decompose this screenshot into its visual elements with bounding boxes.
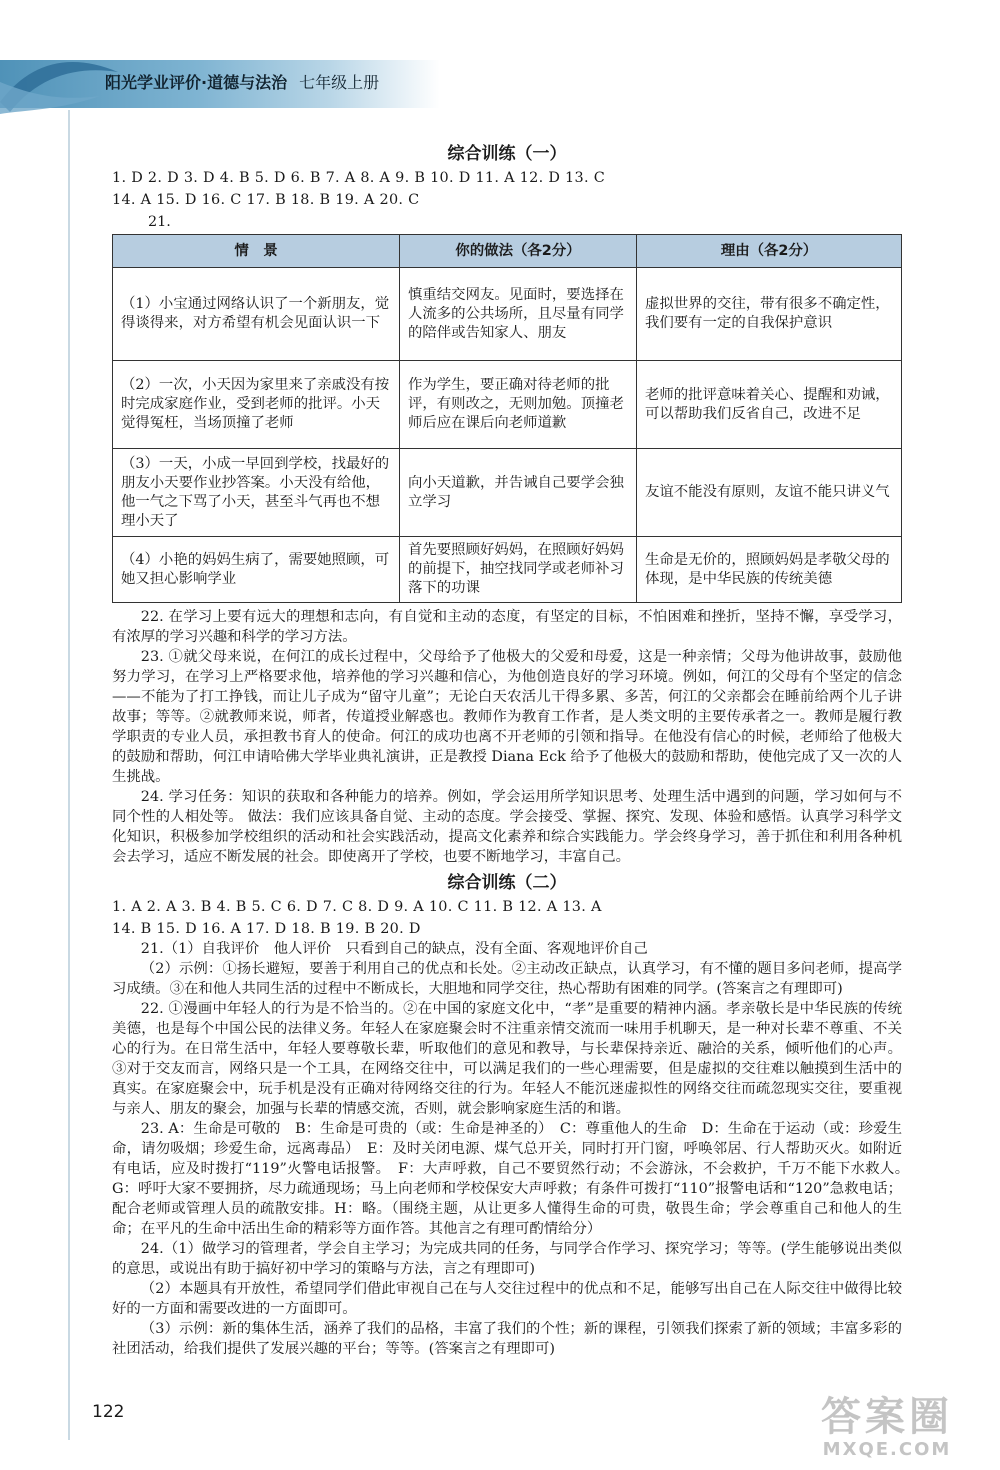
section-title-2: 综合训练（二） — [447, 873, 567, 893]
mc-answers-line: 1. D 2. D 3. D 4. B 5. D 6. B 7. A 8. A 9. B 10. D 11. A 12. D 13. C — [112, 170, 606, 186]
cell-practice: 首先要照顾好妈妈，在照顾好妈妈的前提下，抽空找同学或老师补习落下的功课 — [400, 537, 637, 603]
mc-answers-line: 14. A 15. D 16. C 17. B 18. B 19. A 20. C — [112, 192, 420, 208]
answer-23: 23. A：生命是可敬的 B：生命是可贵的（或：生命是神圣的） C：尊重他人的生命 D：生命在于运动（或：珍爱生命，请勿吸烟；珍爱生命，远离毒品） E：及时关闭电源、煤气总开关，同时打开门窗，呼唤邻居、行人帮助灭火。如附近有电话，应及时拨打“119”火警电话报警。 F：大声呼救，自己不要贸然行动；不会游泳，不会救护，千万不能下水救人。 G：呼吁大家不要拥挤，尽力疏通现场；马上向老师和学校保安大声呼救；有条件可拨打“110”报警电话和“120”急救电话；配合老师或管理人员的疏散安排。H：略。（围绕主题，从让更多人懂得生命的可贵，敬畏生命；学会尊重自己和他人的生命；在平凡的生命中活出生命的精彩等方面作答。其他言之有理可酌情给分） — [112, 1121, 917, 1237]
cell-reason: 友谊不能没有原则，友谊不能只讲义气 — [637, 449, 902, 537]
cell-scenario: （2）一次，小天因为家里来了亲戚没有按时完成家庭作业，受到老师的批评。小天觉得冤枉，当场顶撞了老师 — [113, 361, 400, 449]
cell-practice: 慎重结交网友。见面时，要选择在人流多的公共场所，且尽量有同学的陪伴或告知家人、朋友 — [400, 268, 637, 361]
cell-reason: 生命是无价的，照顾妈妈是孝敬父母的体现，是中华民族的传统美德 — [637, 537, 902, 603]
table-header-row — [113, 235, 902, 268]
cell-reason: 虚拟世界的交往，带有很多不确定性，我们要有一定的自我保护意识 — [637, 268, 902, 361]
answer-22: 22. ①漫画中年轻人的行为是不恰当的。②在中国的家庭文化中，“孝”是重要的精神内涵。孝亲敬长是中华民族的传统美德，也是每个中国公民的法律义务。年轻人在家庭聚会时不注重亲情交流而一味用手机聊天，是一种对长辈不尊重、不关心的行为。在日常生活中，年轻人要尊敬长辈，听取他们的意见和教导，与长辈保持亲近、融洽的关系，倾听他们的心声。③对于交友而言，网络只是一个工具，在网络交往中，可以满足我们的一些心理需要，但是虚拟的交往难以触摸到生活中的真实。在家庭聚会中，玩手机是没有正确对待网络交往的行为。年轻人不能沉迷虚拟性的网络交往而疏忽现实交往，要重视与亲人、朋友的聚会，加强与长辈的情感交流，否则，就会影响家庭生活的和谐。 — [112, 1001, 902, 1117]
answer-21-1: 21.（1）自我评价 他人评价 只看到自己的缺点，没有全面、客观地评价自己 — [140, 941, 648, 957]
table-row — [113, 361, 902, 449]
answer-content — [112, 140, 917, 1359]
cell-practice: 向小天道歉，并告诫自己要学会独立学习 — [400, 449, 637, 537]
mc-answers-line: 14. B 15. D 16. A 17. D 18. B 19. B 20. D — [112, 921, 421, 937]
answer-23: 23. ①就父母来说，在何江的成长过程中，父母给予了他极大的父爱和母爱，这是一种亲情；父母为他讲故事，鼓励他努力学习，在学习上严格要求他，培养他的学习兴趣和信心，为他创造良好的学习环境。例如，何江的父母有个坚定的信念——不能为了打工挣钱，而让儿子成为“留守儿童”；无论白天农活儿干得多累、多苦，何江的父亲都会在睡前给两个儿子讲故事；等等。②就教师来说，师者，传道授业解惑也。教师作为教育工作者，是人类文明的主要传承者之一。教师是履行教学职责的专业人员，承担教书育人的使命。何江的成功也离不开老师的引领和指导。在他没有信心的时候，老师给了他极大的鼓励和帮助，何江申请哈佛大学毕业典礼演讲，正是教授 Diana Eck 给予了他极大的鼓励和帮助，使他完成了又一次的人生挑战。 — [112, 649, 902, 785]
running-header — [105, 70, 379, 93]
header-reason: 理由（各2分） — [637, 235, 902, 268]
mc-answers-line: 1. A 2. A 3. B 4. B 5. C 6. D 7. C 8. D 9. A 10. C 11. B 12. A 13. A — [112, 899, 602, 915]
table-row — [113, 537, 902, 603]
cell-scenario: （4）小艳的妈妈生病了，需要她照顾，可她又担心影响学业 — [113, 537, 400, 603]
header-scenario: 情 景 — [113, 235, 400, 268]
table-row — [113, 449, 902, 537]
cell-reason: 老师的批评意味着关心、提醒和劝诫，可以帮助我们反省自己，改进不足 — [637, 361, 902, 449]
header-practice: 你的做法（各2分） — [400, 235, 637, 268]
watermark-url: MXQE.COM — [822, 1439, 952, 1460]
answer-24: 24. 学习任务：知识的获取和各种能力的培养。例如，学会运用所学知识思考、处理生活中遇到的问题，学习如何与不同个性的人相处等。 做法：我们应该具备自觉、主动的态度。学会接受、掌握、探究、发现、体验和感悟。认真学习科学文化知识，积极参加学校组织的活动和社会实践活动，提高文化素养和综合实践能力。学会终身学习，善于抓住和利用各种机会去学习，适应不断发展的社会。即使离开了学校，也要不断地学习，丰富自己。 — [112, 789, 902, 865]
series-title: 阳光学业评价·道德与法治 — [105, 73, 288, 92]
answer-22: 22. 在学习上要有远大的理想和志向，有自觉和主动的态度，有坚定的目标，不怕困难和挫折，坚持不懈，享受学习，有浓厚的学习兴趣和科学的学习方法。 — [112, 609, 902, 645]
table-row — [113, 268, 902, 361]
section-title-1: 综合训练（一） — [447, 144, 567, 164]
scenario-table — [112, 234, 902, 603]
page-number: 122 — [92, 1402, 125, 1422]
margin-rule — [68, 110, 70, 1440]
answer-24-2: （2）本题具有开放性，希望同学们借此审视自己在与人交往过程中的优点和不足，能够写出自己在人际交往中做得比较好的一方面和需要改进的一方面即可。 — [112, 1281, 902, 1317]
cell-scenario: （3）一天，小成一早回到学校，找最好的朋友小天要作业抄答案。小天没有给他，他一气之下骂了小天，甚至斗气再也不想理小天了 — [113, 449, 400, 537]
question-21-label: 21. — [148, 214, 171, 230]
header-swirl-decoration — [0, 52, 120, 114]
watermark-main-text: 答案圈 — [821, 1394, 953, 1440]
answer-21-2: （2）示例：①扬长避短，要善于利用自己的优点和长处。②主动改正缺点，认真学习，有不懂的题目多问老师，提高学习成绩。③在和他人共同生活的过程中不断成长，大胆地和同学交往，热心帮助有困难的同学。(答案言之有理即可) — [112, 961, 902, 997]
answer-24-3: （3）示例：新的集体生活，涵养了我们的品格，丰富了我们的个性；新的课程，引领我们探索了新的领域；丰富多彩的社团活动，给我们提供了发展兴趣的平台；等等。(答案言之有理即可) — [112, 1321, 902, 1357]
watermark-logo — [792, 1394, 982, 1464]
cell-practice: 作为学生，要正确对待老师的批评，有则改之，无则加勉。顶撞老师后应在课后向老师道歉 — [400, 361, 637, 449]
grade-label: 七年级上册 — [299, 73, 380, 92]
cell-scenario: （1）小宝通过网络认识了一个新朋友，觉得谈得来，对方希望有机会见面认识一下 — [113, 268, 400, 361]
answer-24-1: 24.（1）做学习的管理者，学会自主学习；为完成共同的任务，与同学合作学习、探究学习；等等。(学生能够说出类似的意思，或说出有助于搞好初中学习的策略与方法，言之有理即可) — [112, 1241, 902, 1277]
